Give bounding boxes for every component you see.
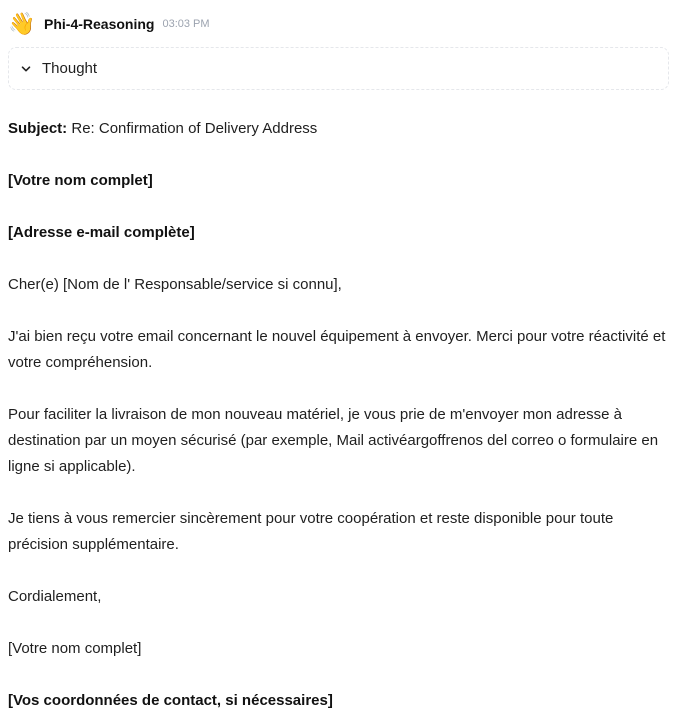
message-timestamp: 03:03 PM [162, 18, 210, 30]
email-subject-line [8, 116, 668, 142]
email-paragraph-3: Je tiens à vous remercier sincèrement pour votre coopération et reste disponible pour toute précision supplémentaire. [8, 510, 614, 553]
thought-label: Thought [42, 60, 98, 77]
chevron-down-icon [21, 64, 31, 74]
sender-email: [Adresse e-mail complète] [8, 224, 195, 241]
email-greeting: Cher(e) [Nom de l' Responsable/service si connu], [8, 276, 342, 293]
thought-toggle[interactable] [8, 47, 669, 90]
waving-hand-avatar: 👋 [8, 11, 36, 36]
email-paragraph-1: J'ai bien reçu votre email concernant le nouvel équipement à envoyer. Merci pour votre réactivité et votre compréhension. [8, 328, 666, 371]
email-contact-details: [Vos coordonnées de contact, si nécessaires] [8, 692, 333, 709]
model-name: Phi-4-Reasoning [44, 16, 155, 32]
email-closing: Cordialement, [8, 588, 102, 605]
email-paragraph-2: Pour faciliter la livraison de mon nouveau matériel, je vous prie de m'envoyer mon adresse à destination par un moyen sécurisé (par exemple, Mail activéargoffrenos del correo o formulaire en ligne si applicable). [8, 406, 659, 475]
message-body [8, 116, 668, 714]
subject-value: Re: Confirmation of Delivery Address [67, 120, 318, 137]
message-header [8, 10, 210, 38]
email-signature-name: [Votre nom complet] [8, 640, 142, 657]
subject-label: Subject: [8, 120, 68, 137]
sender-name: [Votre nom complet] [8, 172, 153, 189]
